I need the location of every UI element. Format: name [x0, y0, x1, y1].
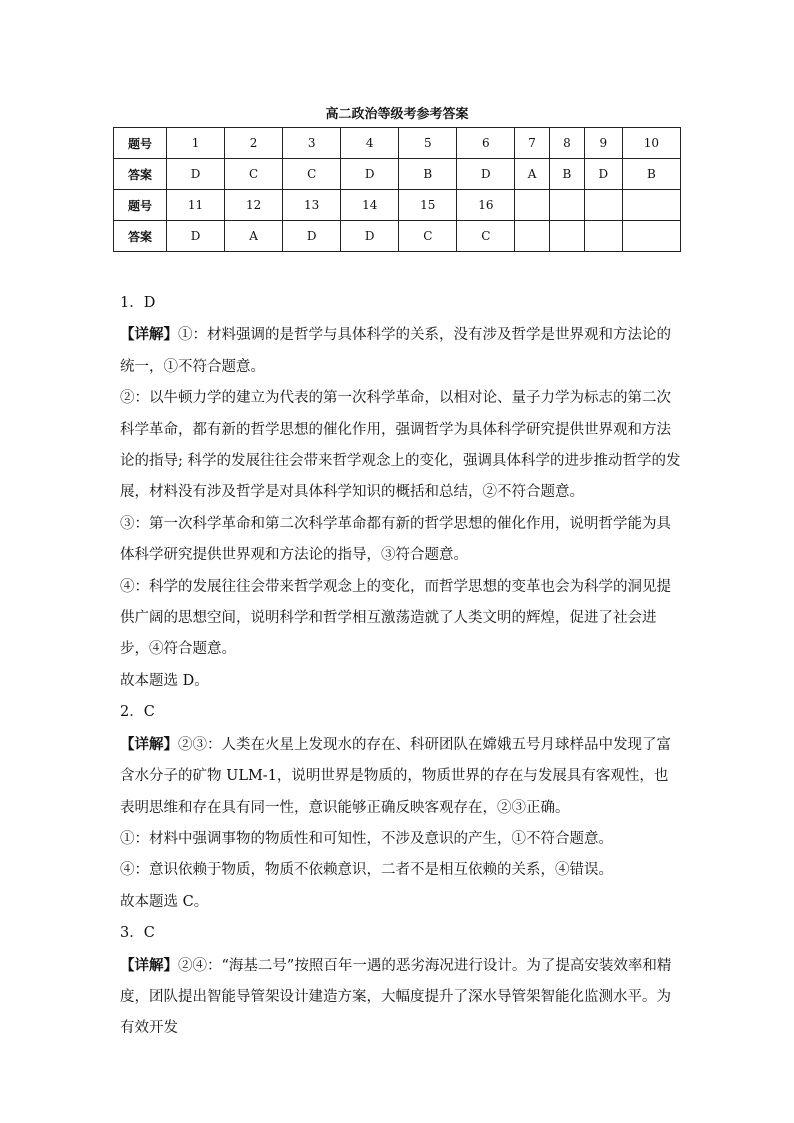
- detail-tag: 【详解】: [120, 956, 178, 974]
- q3-paragraph: [120, 950, 682, 1045]
- table-cell: 6: [457, 128, 515, 159]
- q3-heading: 3．C: [120, 925, 155, 942]
- q1-explanation-3: ③：第一次科学革命和第二次科学革命都有新的哲学思想的催化作用，说明哲学能为具体科学研究提供世界观和方法论的指导，③符合题意。: [120, 515, 671, 564]
- table-cell: C: [457, 221, 515, 252]
- table-cell: D: [341, 159, 399, 190]
- row-header: 答案: [114, 159, 167, 190]
- table-cell: D: [167, 221, 225, 252]
- table-cell: 14: [341, 190, 399, 221]
- table-cell: 1: [167, 128, 225, 159]
- table-cell: 10: [622, 128, 680, 159]
- answer-table: [113, 127, 681, 252]
- table-cell: 13: [283, 190, 341, 221]
- q2-explanation-2: ①：材料中强调事物的物质性和可知性，不涉及意识的产生，①不符合题意。: [120, 830, 613, 847]
- row-header: 题号: [114, 128, 167, 159]
- q2-conclusion: 故本题选 C。: [120, 893, 209, 910]
- table-cell: C: [399, 221, 457, 252]
- table-cell: [622, 190, 680, 221]
- table-cell: D: [457, 159, 515, 190]
- table-cell: [549, 190, 584, 221]
- table-cell: 12: [225, 190, 283, 221]
- q2-paragraph: [120, 729, 682, 824]
- table-cell: D: [283, 221, 341, 252]
- table-row: [114, 190, 681, 221]
- q2-explanation-3: ④：意识依赖于物质，物质不依赖意识，二者不是相互依赖的关系，④错误。: [120, 862, 613, 879]
- q3-explanation-1: ②④：“海基二号”按照百年一遇的恶劣海况进行设计。为了提高安装效率和精度，团队提出智能导管架设计建造方案，大幅度提升了深水导管架智能化监测水平。为有效开发: [120, 957, 672, 1037]
- q1-heading: 1．D: [120, 295, 156, 311]
- detail-tag: 【详解】: [120, 326, 178, 344]
- table-cell: 8: [549, 128, 584, 159]
- table-cell: 16: [457, 190, 515, 221]
- page-title: 高二政治等级考参考答案: [325, 107, 469, 122]
- table-cell: [584, 190, 622, 221]
- table-row: [114, 221, 681, 252]
- q1-explanation-4: ④：科学的发展往往会带来哲学观念上的变化，而哲学思想的变革也会为科学的洞见提供广阔的思想空间，说明科学和哲学相互激荡造就了人类文明的辉煌，促进了社会进步，④符合题意。: [120, 578, 671, 658]
- table-cell: 9: [584, 128, 622, 159]
- table-cell: D: [584, 159, 622, 190]
- table-cell: [549, 221, 584, 252]
- table-cell: C: [283, 159, 341, 190]
- detail-tag: 【详解】: [120, 735, 178, 753]
- table-cell: [515, 190, 550, 221]
- table-cell: 3: [283, 128, 341, 159]
- q1-explanation-1: ①：材料强调的是哲学与具体科学的关系，没有涉及哲学是世界观和方法论的统一，①不符合题意。: [120, 327, 671, 375]
- table-cell: [622, 221, 680, 252]
- table-cell: D: [167, 159, 225, 190]
- table-cell: A: [515, 159, 550, 190]
- q1-paragraph: [120, 319, 682, 383]
- row-header: 答案: [114, 221, 167, 252]
- table-cell: 7: [515, 128, 550, 159]
- table-cell: D: [341, 221, 399, 252]
- table-cell: 2: [225, 128, 283, 159]
- table-cell: 5: [399, 128, 457, 159]
- table-cell: [515, 221, 550, 252]
- table-cell: B: [549, 159, 584, 190]
- table-cell: 4: [341, 128, 399, 159]
- table-cell: C: [225, 159, 283, 190]
- explanations: [120, 288, 682, 1045]
- q1-conclusion: 故本题选 D。: [120, 672, 209, 689]
- q1-explanation-2: ②：以牛顿力学的建立为代表的第一次科学革命，以相对论、量子力学为标志的第二次科学革命，都有新的哲学思想的催化作用，强调哲学为具体科学研究提供世界观和方法论的指导; 科学的发展往往会带来哲学观念上的变化，强调具体科学的进步推动哲学的发展，材料没有涉及哲学是对具体科学知识的概括和总结，②不符合题意。: [120, 390, 681, 501]
- row-header: 题号: [114, 190, 167, 221]
- table-cell: 15: [399, 190, 457, 221]
- q2-heading: 2．C: [120, 704, 155, 721]
- table-row: [114, 128, 681, 159]
- table-cell: B: [399, 159, 457, 190]
- table-cell: [584, 221, 622, 252]
- q2-explanation-1: ②③：人类在火星上发现水的存在、科研团队在嫦娥五号月球样品中发现了富含水分子的矿物 ULM-1，说明世界是物质的，物质世界的存在与发展具有客观性，也表明思维和存在具有同一性，意识能够正确反映客观存在，②③正确。: [120, 736, 671, 816]
- table-row: [114, 159, 681, 190]
- table-cell: 11: [167, 190, 225, 221]
- table-cell: A: [225, 221, 283, 252]
- table-cell: B: [622, 159, 680, 190]
